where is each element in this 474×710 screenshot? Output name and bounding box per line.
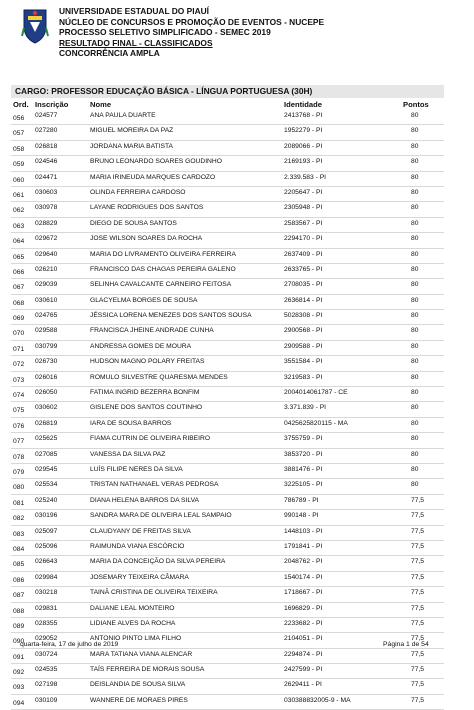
university-name: UNIVERSIDADE ESTADUAL DO PIAUÍ <box>59 6 209 16</box>
row-inscricao: 027280 <box>35 127 58 135</box>
row-pontos: 80 <box>411 404 419 412</box>
row-identidade: 1791841 - PI <box>284 542 323 550</box>
row-ord: 057 <box>13 130 25 138</box>
row-identidade: 2305948 - PI <box>284 204 323 212</box>
row-nome: ANDRESSA GOMES DE MOURA <box>90 342 192 350</box>
row-nome: GLACYELMA BORGES DE SOUSA <box>90 296 198 304</box>
table-row <box>11 556 444 571</box>
row-nome: LAYANE RODRIGUES DOS SANTOS <box>90 204 204 212</box>
row-ord: 092 <box>13 669 25 677</box>
page-footer <box>0 641 474 655</box>
table-row <box>11 172 444 187</box>
row-ord: 091 <box>13 653 25 661</box>
document-header <box>0 0 474 84</box>
row-inscricao: 029672 <box>35 235 58 243</box>
table-row <box>11 402 444 417</box>
row-ord: 086 <box>13 576 25 584</box>
row-ord: 074 <box>13 392 25 400</box>
row-nome: MIGUEL MOREIRA DA PAZ <box>90 127 174 135</box>
row-ord: 060 <box>13 176 25 184</box>
row-inscricao: 024535 <box>35 666 58 674</box>
table-row <box>11 695 444 710</box>
column-nome: Nome <box>90 100 112 109</box>
row-pontos: 77,5 <box>411 573 425 581</box>
results-table <box>11 110 444 710</box>
row-inscricao: 025097 <box>35 527 58 535</box>
row-pontos: 80 <box>411 142 419 150</box>
table-row <box>11 526 444 541</box>
table-row <box>11 618 444 633</box>
row-ord: 080 <box>13 484 25 492</box>
row-identidade: 1448103 - PI <box>284 527 323 535</box>
row-ord: 064 <box>13 238 25 246</box>
row-ord: 081 <box>13 499 25 507</box>
row-identidade: 0425625820115 - MA <box>284 419 348 427</box>
row-pontos: 80 <box>411 235 419 243</box>
row-inscricao: 026730 <box>35 358 58 366</box>
table-row <box>11 572 444 587</box>
row-inscricao: 030603 <box>35 188 58 196</box>
column-identidade: Identidade <box>284 100 322 109</box>
row-nome: SELINHA CAVALCANTE CARNEIRO FEITOSA <box>90 281 232 289</box>
row-pontos: 80 <box>411 312 419 320</box>
row-pontos: 80 <box>411 327 419 335</box>
row-pontos: 80 <box>411 158 419 166</box>
row-ord: 069 <box>13 315 25 323</box>
table-row <box>11 341 444 356</box>
row-identidade: 3219583 - PI <box>284 373 323 381</box>
row-pontos: 80 <box>411 358 419 366</box>
column-inscricao: Inscrição <box>35 100 69 109</box>
row-ord: 078 <box>13 453 25 461</box>
row-nome: LIDIANE ALVES DA ROCHA <box>90 619 176 627</box>
row-nome: DIEGO DE SOUSA SANTOS <box>90 219 177 227</box>
row-inscricao: 024765 <box>35 312 58 320</box>
row-nome: MARIA IRINEUDA MARQUES CARDOZO <box>90 173 216 181</box>
row-nome: BRUNO LEONARDO SOARES GOUDINHO <box>90 158 222 166</box>
row-inscricao: 030218 <box>35 589 58 597</box>
row-identidade: 1718667 - PI <box>284 589 323 597</box>
row-inscricao: 024546 <box>35 158 58 166</box>
row-nome: DALIANE LEAL MONTEIRO <box>90 604 175 612</box>
row-pontos: 80 <box>411 173 419 181</box>
row-inscricao: 029052 <box>35 635 58 643</box>
row-inscricao: 025240 <box>35 496 58 504</box>
row-identidade: 2413768 - PI <box>284 112 323 119</box>
row-nome: MARA TATIANA VIANA ALENCAR <box>90 650 193 658</box>
table-row <box>11 495 444 510</box>
table-row <box>11 310 444 325</box>
row-pontos: 80 <box>411 281 419 289</box>
row-identidade: 2637409 - PI <box>284 250 323 258</box>
row-ord: 056 <box>13 115 25 122</box>
row-identidade: 2636814 - PI <box>284 296 323 304</box>
footer-page-number: Página 1 de 54 <box>383 641 429 648</box>
table-row <box>11 202 444 217</box>
row-identidade: 2205647 - PI <box>284 188 323 196</box>
row-inscricao: 030602 <box>35 404 58 412</box>
row-nome: HUDSON MAGNO POLARY FREITAS <box>90 358 205 366</box>
row-identidade: 2909588 - PI <box>284 342 323 350</box>
row-pontos: 77,5 <box>411 619 425 627</box>
table-row <box>11 356 444 371</box>
row-nome: JORDANA MARIA BATISTA <box>90 142 173 150</box>
row-nome: DIANA HELENA BARROS DA SILVA <box>90 496 200 504</box>
row-nome: IARA DE SOUSA BARROS <box>90 419 172 427</box>
row-inscricao: 028829 <box>35 219 58 227</box>
table-row <box>11 679 444 694</box>
row-identidade: 1696829 - PI <box>284 604 323 612</box>
row-pontos: 77,5 <box>411 542 425 550</box>
table-row <box>11 603 444 618</box>
row-pontos: 80 <box>411 481 419 489</box>
row-identidade: 2583567 - PI <box>284 219 323 227</box>
row-nome: TAÍS FERREIRA DE MORAIS SOUSA <box>90 666 205 674</box>
row-inscricao: 024471 <box>35 173 58 181</box>
table-row <box>11 125 444 140</box>
row-identidade: 3881476 - PI <box>284 465 323 473</box>
row-inscricao: 029831 <box>35 604 58 612</box>
row-ord: 065 <box>13 253 25 261</box>
row-nome: ROMULO SILVESTRE QUARESMA MENDES <box>90 373 228 381</box>
table-row <box>11 449 444 464</box>
row-nome: FATIMA INGRID BEZERRA BONFIM <box>90 389 200 397</box>
row-identidade: 2708035 - PI <box>284 281 323 289</box>
row-pontos: 77,5 <box>411 558 425 566</box>
footer-date: quarta-feira, 17 de julho de 2019 <box>20 641 119 648</box>
row-identidade: 1952279 - PI <box>284 127 323 135</box>
row-identidade: 2629411 - PI <box>284 681 322 689</box>
row-pontos: 80 <box>411 265 419 273</box>
row-inscricao: 029588 <box>35 327 58 335</box>
row-identidade: 3.371.839 - PI <box>284 404 327 412</box>
row-inscricao: 030978 <box>35 204 58 212</box>
row-identidade: 3853720 - PI <box>284 450 323 458</box>
row-inscricao: 026016 <box>35 373 58 381</box>
row-inscricao: 030109 <box>35 696 58 704</box>
row-inscricao: 026819 <box>35 419 58 427</box>
row-ord: 072 <box>13 361 25 369</box>
row-ord: 077 <box>13 438 25 446</box>
row-pontos: 77,5 <box>411 681 425 689</box>
row-pontos: 77,5 <box>411 650 425 658</box>
row-identidade: 2004014061787 - CE <box>284 389 348 397</box>
row-nome: FRANCISCO DAS CHAGAS PEREIRA GALENO <box>90 265 236 273</box>
row-nome: MARIA DA CONCEIÇÃO DA SILVA PEREIRA <box>90 558 226 566</box>
row-pontos: 80 <box>411 112 419 119</box>
row-identidade: 030388832005-9 - MA <box>284 696 351 704</box>
table-row <box>11 464 444 479</box>
row-identidade: 786789 - PI <box>284 496 319 504</box>
row-ord: 090 <box>13 638 25 646</box>
row-pontos: 77,5 <box>411 696 425 704</box>
table-row <box>11 110 444 125</box>
row-ord: 070 <box>13 330 25 338</box>
header-titles <box>59 6 324 59</box>
row-inscricao: 026643 <box>35 558 58 566</box>
row-ord: 067 <box>13 284 25 292</box>
column-ord: Ord. <box>13 100 29 109</box>
table-row <box>11 541 444 556</box>
row-inscricao: 025625 <box>35 435 58 443</box>
row-ord: 079 <box>13 468 25 476</box>
row-identidade: 3755759 - PI <box>284 435 323 443</box>
table-row <box>11 479 444 494</box>
row-identidade: 2294874 - PI <box>284 650 323 658</box>
row-pontos: 80 <box>411 465 419 473</box>
row-identidade: 1540174 - PI <box>284 573 323 581</box>
row-ord: 085 <box>13 561 25 569</box>
row-ord: 059 <box>13 161 25 169</box>
table-row <box>11 387 444 402</box>
row-inscricao: 030799 <box>35 342 58 350</box>
row-ord: 084 <box>13 545 25 553</box>
row-nome: JÉSSICA LORENA MENEZES DOS SANTOS SOUSA <box>90 312 252 320</box>
row-pontos: 80 <box>411 188 419 196</box>
row-ord: 076 <box>13 422 25 430</box>
row-nome: DEISLANDIA DE SOUSA SILVA <box>90 681 186 689</box>
row-nome: ANTONIO PINTO LIMA FILHO <box>90 635 182 643</box>
row-inscricao: 029984 <box>35 573 58 581</box>
row-pontos: 80 <box>411 419 419 427</box>
row-nome: WANNERE DE MORAES PIRES <box>90 696 188 704</box>
nucleus-name: NÚCLEO DE CONCURSOS E PROMOÇÃO DE EVENTOS - NUCEPE <box>59 16 325 27</box>
row-pontos: 77,5 <box>411 589 425 597</box>
competition-type: CONCORRÊNCIA AMPLA <box>59 48 160 59</box>
row-nome: CLAUDYANY DE FREITAS SILVA <box>90 527 191 535</box>
row-ord: 087 <box>13 592 25 600</box>
row-identidade: 2294170 - PI <box>284 235 323 243</box>
row-identidade: 2089066 - PI <box>284 142 323 150</box>
row-ord: 063 <box>13 222 25 230</box>
row-pontos: 77,5 <box>411 666 425 674</box>
table-row <box>11 433 444 448</box>
row-pontos: 80 <box>411 250 419 258</box>
table-row <box>11 587 444 602</box>
table-row <box>11 141 444 156</box>
row-ord: 068 <box>13 299 25 307</box>
row-identidade: 5028308 - PI <box>284 312 323 320</box>
row-pontos: 77,5 <box>411 604 425 612</box>
row-inscricao: 027085 <box>35 450 58 458</box>
table-header <box>11 99 444 110</box>
row-nome: JOSEMARY TEIXEIRA CÂMARA <box>90 573 189 581</box>
row-inscricao: 029640 <box>35 250 58 258</box>
row-ord: 071 <box>13 345 25 353</box>
row-nome: OLINDA FERREIRA CARDOSO <box>90 188 186 196</box>
row-identidade: 2233682 - PI <box>284 619 323 627</box>
row-nome: ANA PAULA DUARTE <box>90 112 156 119</box>
row-identidade: 3225105 - PI <box>284 481 323 489</box>
row-inscricao: 027198 <box>35 681 58 689</box>
row-nome: SANDRA MARA DE OLIVEIRA LEAL SAMPAIO <box>90 512 232 520</box>
row-identidade: 2048762 - PI <box>284 558 323 566</box>
table-row <box>11 218 444 233</box>
row-pontos: 80 <box>411 342 419 350</box>
row-nome: JOSE WILSON SOARES DA ROCHA <box>90 235 203 243</box>
table-row <box>11 664 444 679</box>
row-inscricao: 028355 <box>35 619 58 627</box>
row-pontos: 80 <box>411 296 419 304</box>
table-row <box>11 156 444 171</box>
row-ord: 094 <box>13 699 25 707</box>
row-identidade: 2104051 - PI <box>284 635 323 643</box>
row-pontos: 80 <box>411 219 419 227</box>
row-pontos: 80 <box>411 127 419 135</box>
table-row <box>11 249 444 264</box>
row-nome: LUÍS FILIPE NERES DA SILVA <box>90 465 183 473</box>
row-pontos: 77,5 <box>411 512 425 520</box>
row-pontos: 80 <box>411 204 419 212</box>
table-row <box>11 279 444 294</box>
table-row <box>11 372 444 387</box>
row-ord: 075 <box>13 407 25 415</box>
table-row <box>11 295 444 310</box>
row-ord: 083 <box>13 530 25 538</box>
table-row <box>11 418 444 433</box>
row-identidade: 2900568 - PI <box>284 327 323 335</box>
table-row <box>11 325 444 340</box>
column-pontos: Pontos <box>403 100 429 109</box>
row-nome: TRISTAN NATHANAEL VERAS PEDROSA <box>90 481 219 489</box>
row-ord: 073 <box>13 376 25 384</box>
row-ord: 058 <box>13 145 25 153</box>
row-inscricao: 029545 <box>35 465 58 473</box>
table-row <box>11 510 444 525</box>
row-pontos: 80 <box>411 373 419 381</box>
row-nome: MARIA DO LIVRAMENTO OLIVEIRA FERREIRA <box>90 250 236 258</box>
result-title: RESULTADO FINAL - CLASSIFICADOS <box>59 37 213 48</box>
row-inscricao: 024577 <box>35 112 58 119</box>
university-crest-icon <box>20 6 50 44</box>
row-ord: 066 <box>13 268 25 276</box>
row-ord: 061 <box>13 191 25 199</box>
row-ord: 089 <box>13 622 25 630</box>
row-pontos: 80 <box>411 389 419 397</box>
row-pontos: 77,5 <box>411 527 425 535</box>
row-pontos: 77,5 <box>411 496 425 504</box>
row-pontos: 80 <box>411 435 419 443</box>
row-identidade: 2633765 - PI <box>284 265 323 273</box>
row-inscricao: 026050 <box>35 389 58 397</box>
row-nome: VANESSA DA SILVA PAZ <box>90 450 166 458</box>
row-inscricao: 025096 <box>35 542 58 550</box>
row-inscricao: 026210 <box>35 265 58 273</box>
process-name: PROCESSO SELETIVO SIMPLIFICADO - SEMEC 2019 <box>59 27 271 38</box>
row-inscricao: 030610 <box>35 296 58 304</box>
row-pontos: 77,5 <box>411 635 425 643</box>
table-row <box>11 264 444 279</box>
row-identidade: 2427599 - PI <box>284 666 323 674</box>
row-inscricao: 026818 <box>35 142 58 150</box>
row-inscricao: 030724 <box>35 650 58 658</box>
row-identidade: 2.339.583 - PI <box>284 173 327 181</box>
row-nome: RAIMUNDA VIANA ESCÓRCIO <box>90 542 185 550</box>
row-identidade: 990148 - PI <box>284 512 319 520</box>
row-inscricao: 029039 <box>35 281 58 289</box>
row-pontos: 80 <box>411 450 419 458</box>
row-inscricao: 025534 <box>35 481 58 489</box>
row-nome: GISLENE DOS SANTOS COUTINHO <box>90 404 203 412</box>
row-nome: FRANCISCA JHEINE ANDRADE CUNHA <box>90 327 214 335</box>
row-ord: 093 <box>13 684 25 692</box>
row-ord: 062 <box>13 207 25 215</box>
cargo-title: CARGO: PROFESSOR EDUCAÇÃO BÁSICA - LÍNGUA PORTUGUESA (30H) <box>11 85 444 98</box>
row-identidade: 3551584 - PI <box>284 358 323 366</box>
row-identidade: 2169193 - PI <box>284 158 323 166</box>
row-inscricao: 030196 <box>35 512 58 520</box>
table-row <box>11 233 444 248</box>
row-nome: FIAMA CUTRIN DE OLIVEIRA RIBEIRO <box>90 435 211 443</box>
table-row <box>11 187 444 202</box>
row-nome: TAINÃ CRISTINA DE OLIVEIRA TEIXEIRA <box>90 589 218 597</box>
row-ord: 082 <box>13 515 25 523</box>
row-ord: 088 <box>13 607 25 615</box>
